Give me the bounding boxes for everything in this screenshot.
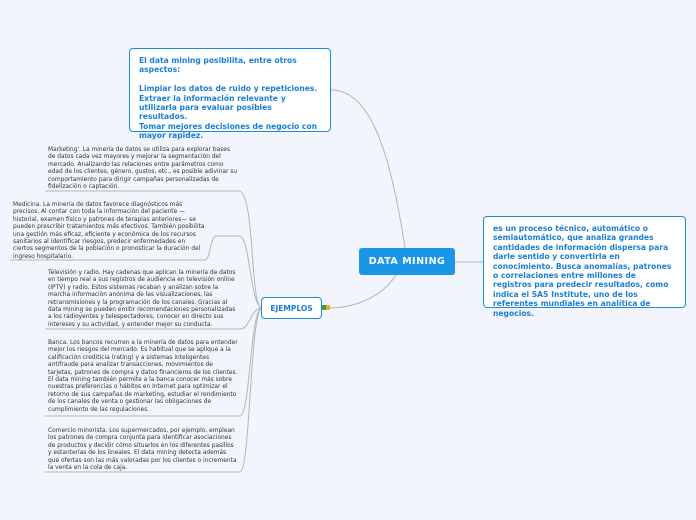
example-medicina[interactable]: Medicina. La minería de datos favorece diagnósticos más precisos. Al contar con toda la información del paciente — historial, examen físico y patrones de terapias anteriores— se pueden prescribir tratamientos más efectivos. También posibilita una gestión más eficaz, eficiente y económica de los recursos sanitarios al identificar riesgos, predecir enfermedades en ciertos segmentos de la población o pronosticar la duración del ingreso hospitalario. [13,202,205,260]
example-banca[interactable]: Banca. Los bancos recurren a la minería de datos para entender mejor los riesgos del mercado. Es habitual que se aplique a la calificación crediticia (rating) y a sistemas inteligentes antifraude para analizar transacciones, movimientos de tarjetas, patrones de compra y datos financieros de los clientes. El data mining también permite a la banca conocer más sobre nuestras preferencias o hábitos en Internet para optimizar el retorno de sus campañas de marketing, estudiar el rendimiento de los canales de venta o gestionar las obligaciones de cumplimiento de las regulaciones. [48,340,238,413]
example-comercio[interactable]: Comercio minorista. Los supermercados, por ejemplo, emplean los patrones de compra conjunta para identificar asociaciones de productos y decidir cómo situarlos en los diferentes pasillos y estanterías de los lineales. El data mining detecta además qué ofertas son las más valoradas por los clientes o incrementa la venta en la cola de caja. [48,428,237,472]
ejemplos-node[interactable]: EJEMPLOS [261,297,322,319]
definition-node[interactable]: es un proceso técnico, automático o semiautomático, que analiza grandes cantidades de información dispersa para darle sentido y convertirla en conocimiento. Busca anomalías, patrones o correlaciones entre millones de registros para predecir resultados, como indica el SAS Institute, uno de los referentes mundiales en analítica de negocios. [483,216,686,308]
top-note-node[interactable]: El data mining posibilita, entre otros aspectos: Limpiar los datos de ruido y repeticiones. Extraer la información relevante y utilizarla para evaluar posibles resultados. Tomar mejores decisiones de negocio con mayor rapidez. [129,48,331,132]
example-marketing[interactable]: Marketing'. La minería de datos se utiliza para explorar bases de datos cada vez mayores y mejorar la segmentación del mercado. Analizando las relaciones entre parámetros como edad de los clientes, género, gustos, etc., es posible adivinar su comportamiento para dirigir campañas personalizadas de fidelización o captación. [48,147,238,191]
central-topic[interactable]: DATA MINING [359,248,455,275]
flag-icon [322,305,330,310]
example-television[interactable]: Televisión y radio. Hay cadenas que aplican la minería de datos en tiempo real a sus registros de audiencia en televisión online (IPTV) y radio. Estos sistemas recaban y analizan sobre la marcha información anónima de las visualizaciones, las retransmisiones y la programación de los canales. Gracias al data mining se pueden emitir recomendaciones personalizadas a los radioyentes y telespectadores, conocer en directo sus intereses y su actividad, y entender mejor su conducta. [48,270,236,328]
